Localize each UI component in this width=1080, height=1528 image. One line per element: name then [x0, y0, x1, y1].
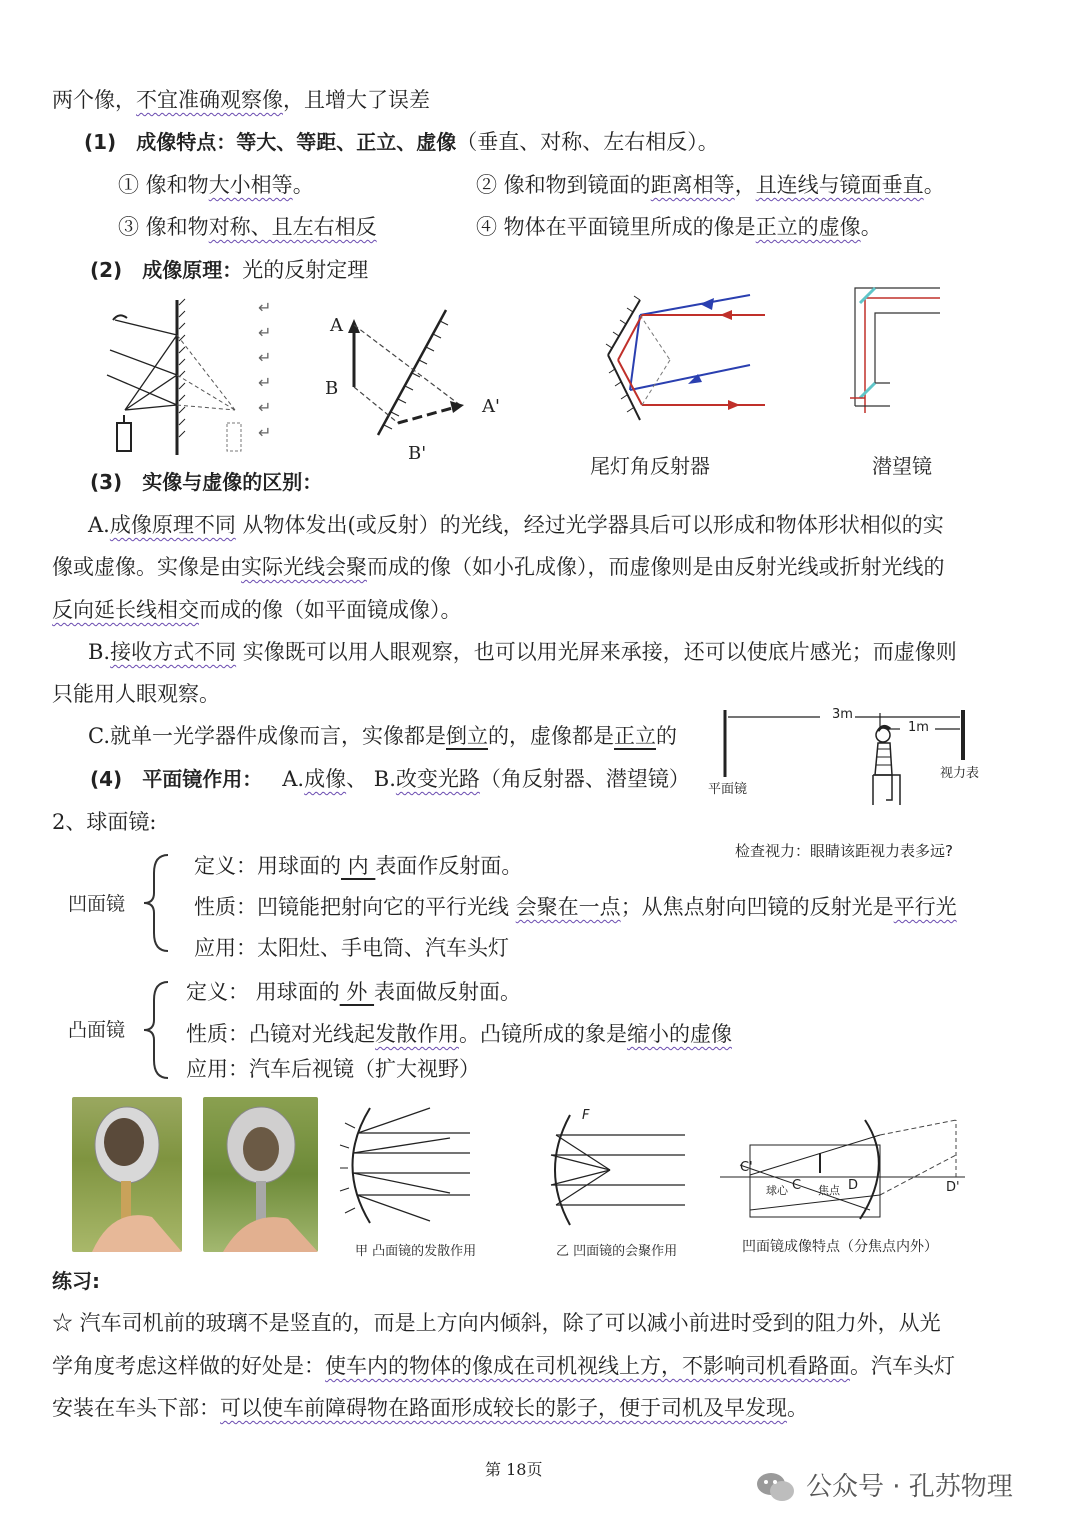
para-a-line1	[88, 511, 944, 539]
label-A: A	[330, 315, 343, 336]
underlined-text: 缩小的虚像	[627, 1022, 732, 1046]
concave-brace	[140, 853, 170, 953]
underlined-text: 成像原理不同	[109, 513, 236, 537]
text-span: 表面做反射面。	[374, 980, 522, 1004]
text-span: 像或虚像。实像是由	[52, 555, 241, 579]
focus-label: F	[582, 1108, 590, 1123]
text-span: 而成的像（如平面镜成像）。	[199, 598, 462, 622]
periscope-diagram	[845, 278, 945, 418]
spoon-photo-convex	[72, 1097, 182, 1252]
underlined-text: 平行光	[893, 895, 957, 919]
text-span: （角反射器、潜望镜）	[479, 767, 690, 791]
text-span: ，	[734, 173, 756, 197]
text-span: 表面作反射面。	[375, 854, 523, 878]
page-number: 第 18页	[485, 1460, 543, 1479]
exercise-line1: ☆ 汽车司机前的玻璃不是竖直的，而是上方向内倾斜，除了可以减小前进时受到的阻力外，从光	[52, 1311, 941, 1335]
label-B: B	[325, 378, 339, 399]
text-span: 实像既可以用人眼观察，也可以用光屏来承接，还可以使底片感光；而虚像则	[236, 640, 957, 664]
text-span: ；从焦点射向凹镜的反射光是	[620, 895, 894, 919]
para-b-line1	[88, 638, 957, 666]
eye-test-diagram	[720, 705, 970, 830]
text-span: 性质：凸镜对光线起	[186, 1022, 375, 1046]
section-number: (3)	[90, 470, 123, 494]
chart-label: 视力表	[940, 766, 980, 781]
underlined-text: 对称、且左右相反	[208, 215, 377, 239]
text-span: ，且增大了误差	[283, 88, 430, 112]
concave-diagram-caption: 乙 凹面镜的会聚作用	[556, 1244, 678, 1259]
section-note: （垂直、对称、左右相反）。	[456, 130, 719, 154]
text-span: 。	[860, 215, 882, 239]
distance-3m: 3m	[832, 707, 853, 722]
point-1	[118, 171, 314, 199]
convex-brace	[140, 980, 170, 1080]
concave-convergence-diagram	[540, 1110, 690, 1230]
section-1-heading	[84, 128, 719, 156]
text-span: ② 像和物到镜面的	[476, 173, 651, 197]
para-a-line3	[52, 596, 462, 624]
label-C-prime: C'	[740, 1160, 753, 1175]
underlined-text: 大小相等	[208, 173, 293, 197]
underlined-text: 使车内的物体的像成在司机视线上方，不影响司机看路面	[325, 1354, 850, 1378]
text-span: A.	[88, 513, 110, 537]
text-span: 。	[923, 173, 945, 197]
section-number: (1)	[84, 130, 117, 154]
text-span: 。汽车头灯	[850, 1354, 955, 1378]
label-D: D	[848, 1178, 859, 1193]
para-b-line2: 只能用人眼观察。	[52, 682, 220, 706]
eye-test-caption: 检查视力：眼睛该距视力表多远?	[735, 842, 953, 860]
para-c	[88, 722, 677, 750]
section-spherical-mirror: 2、球面镜:	[52, 810, 157, 834]
text-span: 从物体发出(或反射）的光线，经过光学器具后可以形成和物体形状相似的实	[235, 513, 944, 537]
label-B-prime: B'	[408, 443, 427, 464]
text-span: ① 像和物	[118, 173, 209, 197]
para-a-line2	[52, 553, 945, 581]
label-A-prime: A'	[482, 396, 500, 417]
section-3-heading	[90, 468, 322, 496]
concave-mirror-label: 凹面镜	[68, 893, 126, 915]
text-span: 。	[292, 173, 314, 197]
concave-imaging-diagram	[720, 1115, 970, 1220]
label-D-prime: D'	[946, 1180, 960, 1195]
watermark-text: 公众号 · 孔苏物理	[806, 1472, 1013, 1502]
distance-1m: 1m	[908, 720, 929, 735]
convex-property	[186, 1020, 732, 1048]
point-2	[476, 171, 945, 199]
concave-definition	[194, 852, 522, 880]
exercise-line2	[52, 1352, 955, 1380]
underlined-text: 正立的虚像	[755, 215, 861, 239]
periscope-caption: 潜望镜	[872, 454, 932, 478]
text-span: 。	[787, 1396, 808, 1420]
label-focus: 焦点	[818, 1184, 840, 1197]
point-4	[476, 213, 882, 241]
text-span: 安装在车头下部：	[52, 1396, 220, 1420]
text-span: 的，虚像都是	[488, 724, 614, 748]
section-4-heading	[90, 765, 690, 793]
section-number: (4)	[90, 767, 123, 791]
section-2-heading	[90, 256, 368, 284]
underlined-text: 会聚在一点	[515, 895, 621, 919]
spoon-image	[72, 1097, 182, 1252]
underlined-text: 不宜准确观察像	[136, 88, 283, 112]
text-span: 定义：用球面的	[194, 854, 341, 878]
text-span: 、 B.	[346, 767, 396, 791]
convex-divergence-diagram	[340, 1103, 475, 1228]
underlined-text: 反向延长线相交	[52, 598, 199, 622]
underlined-text: 发散作用	[375, 1022, 459, 1046]
text-span: 的	[656, 724, 677, 748]
text-span: A.	[282, 767, 305, 791]
corner-reflector-diagram	[600, 290, 775, 440]
taillight-caption: 尾灯角反射器	[590, 454, 710, 478]
underlined-text: 且连线与镜面垂直	[755, 173, 924, 197]
underlined-text: 倒立	[446, 724, 488, 748]
underlined-text: 改变光路	[395, 767, 480, 791]
return-marks: ↵ ↵ ↵ ↵ ↵ ↵	[258, 298, 272, 442]
section-title: 平面镜作用：	[142, 767, 263, 791]
convex-application: 应用：汽车后视镜（扩大视野）	[186, 1057, 480, 1081]
spoon-image	[203, 1097, 318, 1252]
concave-application: 应用：太阳灶、手电筒、汽车头灯	[194, 936, 509, 960]
text-span: ④ 物体在平面镜里所成的像是	[476, 215, 756, 239]
concave-imaging-caption: 凹面镜成像特点（分焦点内外）	[742, 1239, 938, 1255]
underlined-text: 接收方式不同	[110, 640, 237, 664]
text-span: 性质：凹镜能把射向它的平行光线	[194, 895, 516, 919]
spoon-photo-concave	[203, 1097, 318, 1252]
underlined-text: 成像	[304, 767, 347, 791]
underlined-text: 距离相等	[650, 173, 735, 197]
convex-definition	[186, 978, 521, 1006]
exercise-line3	[52, 1394, 808, 1422]
section-title: 实像与虚像的区别：	[142, 470, 323, 494]
section-text: 光的反射定理	[242, 258, 369, 282]
section-number: (2)	[90, 258, 123, 282]
text-span: 学角度考虑这样做的好处是：	[52, 1354, 325, 1378]
wechat-icon	[756, 1470, 796, 1504]
text-span: 两个像，	[52, 88, 136, 112]
underlined-text: 可以使车前障碍物在路面形成较长的影子，便于司机及早发现	[220, 1396, 787, 1420]
underlined-text: 正立	[614, 724, 656, 748]
mirror-candle-diagram	[105, 295, 265, 460]
label-sphere-center: 球心	[766, 1184, 788, 1197]
underlined-text: 实际光线会聚	[241, 555, 367, 579]
underlined-text: 内	[341, 854, 376, 878]
text-span: 定义： 用球面的	[186, 980, 340, 1004]
text-span: C.就单一光学器件成像而言，实像都是	[88, 724, 446, 748]
text-span: B.	[88, 640, 111, 664]
underlined-text: 外	[339, 980, 375, 1004]
exercise-title: 练习:	[52, 1269, 100, 1293]
mirror-label: 平面镜	[708, 782, 748, 797]
text-span: 。凸镜所成的象是	[459, 1022, 627, 1046]
text-span: ③ 像和物	[118, 215, 209, 239]
label-C: C	[792, 1178, 802, 1193]
convex-mirror-label: 凸面镜	[68, 1019, 126, 1041]
section-title: 成像特点：等大、等距、正立、虚像	[136, 130, 457, 154]
text-line	[52, 86, 430, 114]
section-title: 成像原理：	[142, 258, 243, 282]
concave-property	[194, 893, 957, 921]
convex-diagram-caption: 甲 凸面镜的发散作用	[355, 1244, 477, 1259]
point-3	[118, 213, 377, 241]
text-span: 而成的像（如小孔成像），而虚像则是由反射光线或折射光线的	[367, 555, 945, 579]
